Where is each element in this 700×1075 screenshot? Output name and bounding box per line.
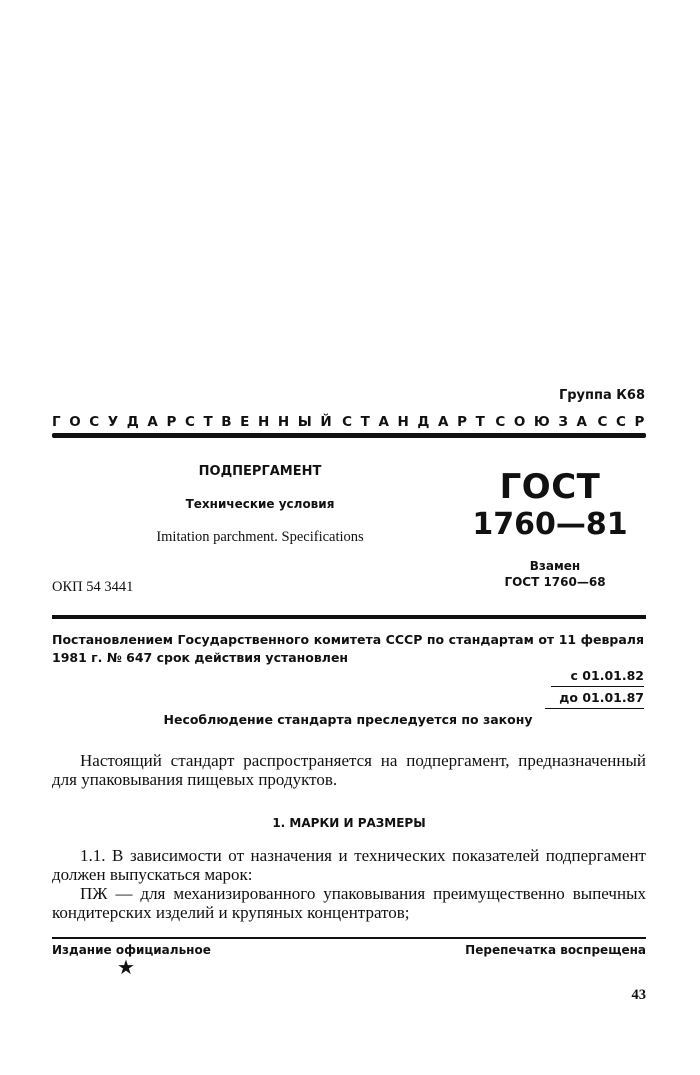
section-heading: 1. МАРКИ И РАЗМЕРЫ — [272, 816, 426, 830]
replaces-value: ГОСТ 1760—68 — [504, 575, 606, 589]
validity-dates — [545, 665, 644, 709]
group-code: Группа К68 — [558, 388, 645, 403]
clause-text: 1.1. В зависимости от назначения и технических показателей подпергамент должен выпускаться марок: — [52, 846, 646, 884]
star-icon: ★ — [117, 957, 135, 979]
document-title: ПОДПЕРГАМЕНТ — [198, 464, 322, 479]
english-title: Imitation parchment. Specifications — [156, 529, 364, 545]
okp-code: ОКП 54 3441 — [52, 579, 134, 595]
valid-from: с 01.01.82 — [551, 665, 644, 687]
gost-number: 1760—81 — [472, 507, 628, 542]
valid-to: до 01.01.87 — [545, 687, 644, 709]
decree-text: Постановлением Государственного комитета СССР по стандартам от 11 февраля 1981 г. № 647 срок действия установлен — [52, 632, 644, 665]
intro-paragraph — [52, 751, 646, 789]
banner-word: СОЮЗА — [495, 414, 596, 430]
banner-word: СТАНДАРТ — [342, 414, 494, 430]
official-edition: Издание официальное — [52, 943, 211, 957]
banner-word: ССР — [597, 414, 653, 430]
intro-text: Настоящий стандарт распространяется на подпергамент, предназначенный для упаковывания пищевых продуктов. — [52, 751, 646, 789]
clause-1-1 — [52, 846, 646, 884]
replaces-label: Взамен — [529, 559, 581, 573]
page-number: 43 — [631, 987, 646, 1003]
grade-pzh — [52, 884, 646, 922]
grade-text: ПЖ — для механизированного упаковывания преимущественно выпечных кондитерских изделий и крупяных концентратов; — [52, 884, 646, 922]
footer-rule — [52, 937, 646, 939]
banner-word: ГОСУДАРСТВЕННЫЙ — [52, 414, 341, 430]
gost-label: ГОСТ — [499, 467, 601, 507]
banner-rule — [52, 433, 646, 438]
replaces-block — [480, 558, 630, 590]
reprint-prohibited: Перепечатка воспрещена — [465, 943, 646, 957]
document-subtitle: Технические условия — [185, 497, 335, 511]
standard-banner — [52, 414, 653, 430]
title-rule — [52, 615, 646, 619]
law-notice: Несоблюдение стандарта преследуется по закону — [163, 712, 533, 727]
